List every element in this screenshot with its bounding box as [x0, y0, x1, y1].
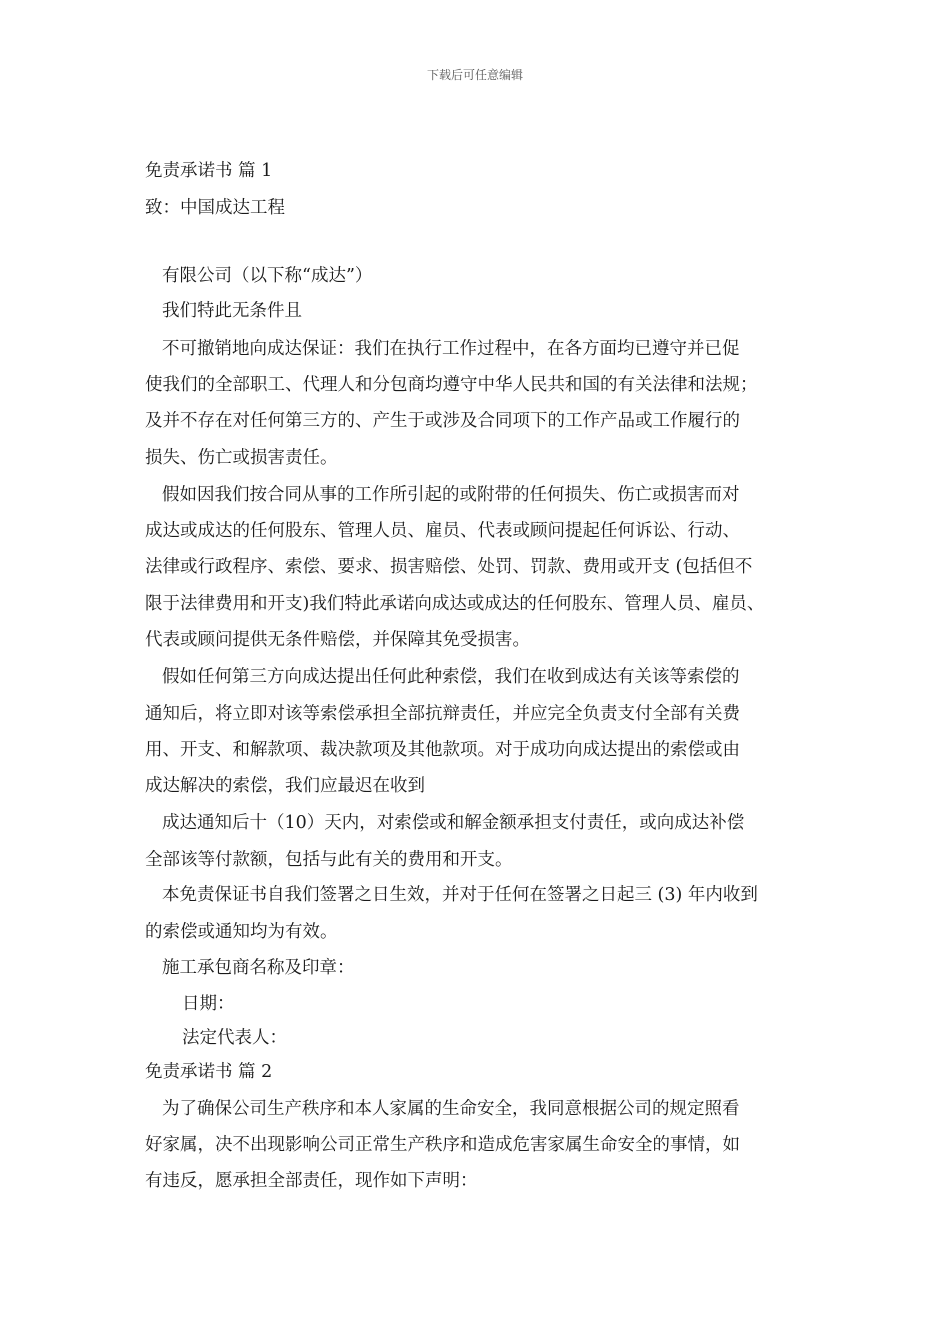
paragraph-2-line: 法律或行政程序、索偿、要求、损害赔偿、处罚、罚款、费用或开支 (包括但不: [145, 557, 753, 577]
company-line: 有限公司（以下称“成达”）: [162, 266, 373, 286]
paragraph-1-line: 使我们的全部职工、代理人和分包商均遵守中华人民共和国的有关法律和法规；: [145, 375, 758, 395]
page-header: 下载后可任意编辑: [426, 68, 523, 82]
contractor-signature-label: 施工承包商名称及印章：: [162, 958, 355, 978]
paragraph-3-line: 用、开支、和解款项、裁决款项及其他款项。对于成功向成达提出的索偿或由: [145, 740, 740, 760]
paragraph-4-line: 成达通知后十（10）天内，对索偿或和解金额承担支付责任，或向成达补偿: [162, 813, 745, 833]
section-1-title: 免责承诺书 篇 1: [145, 161, 273, 181]
paragraph-2-line: 代表或顾问提供无条件赔偿，并保障其免受损害。: [145, 630, 530, 650]
section-2-paragraph-line: 有违反，愿承担全部责任，现作如下声明：: [145, 1171, 478, 1191]
paragraph-2-line: 假如因我们按合同从事的工作所引起的或附带的任何损失、伤亡或损害而对: [162, 485, 740, 505]
intro-line: 我们特此无条件且: [162, 301, 302, 321]
paragraph-2-line: 成达或成达的任何股东、管理人员、雇员、代表或顾问提起任何诉讼、行动、: [145, 521, 740, 541]
paragraph-5-line: 本免责保证书自我们签署之日生效，并对于任何在签署之日起三 (3) 年内收到: [162, 885, 758, 905]
section-2-title: 免责承诺书 篇 2: [145, 1062, 273, 1082]
paragraph-1-line: 及并不存在对任何第三方的、产生于或涉及合同项下的工作产品或工作履行的: [145, 411, 740, 431]
section-2-paragraph-line: 为了确保公司生产秩序和本人家属的生命安全，我同意根据公司的规定照看: [162, 1099, 740, 1119]
section-2-paragraph-line: 好家属，决不出现影响公司正常生产秩序和造成危害家属生命安全的事情，如: [145, 1135, 740, 1155]
addressee-line: 致：中国成达工程: [145, 198, 285, 218]
date-label: 日期：: [182, 994, 235, 1014]
paragraph-4-line: 全部该等付款额，包括与此有关的费用和开支。: [145, 850, 513, 870]
legal-representative-label: 法定代表人：: [182, 1028, 287, 1048]
paragraph-1-line: 不可撤销地向成达保证：我们在执行工作过程中，在各方面均已遵守并已促: [162, 339, 740, 359]
paragraph-3-line: 假如任何第三方向成达提出任何此种索偿，我们在收到成达有关该等索偿的: [162, 667, 740, 687]
paragraph-2-line: 限于法律费用和开支)我们特此承诺向成达或成达的任何股东、管理人员、雇员、: [145, 594, 765, 614]
paragraph-5-line: 的索偿或通知均为有效。: [145, 922, 338, 942]
paragraph-1-line: 损失、伤亡或损害责任。: [145, 448, 338, 468]
paragraph-3-line: 通知后，将立即对该等索偿承担全部抗辩责任，并应完全负责支付全部有关费: [145, 704, 740, 724]
paragraph-3-line: 成达解决的索偿，我们应最迟在收到: [145, 776, 425, 796]
